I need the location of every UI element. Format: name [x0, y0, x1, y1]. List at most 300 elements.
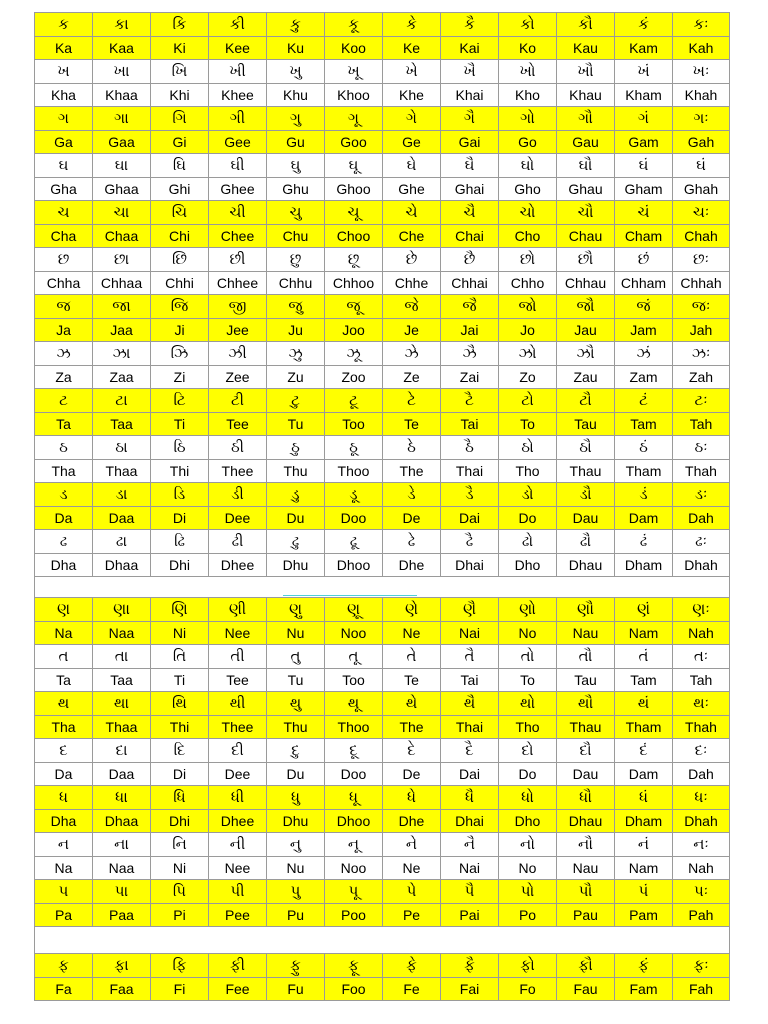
gujarati-glyph-cell: તૈ — [440, 644, 498, 668]
gujarati-glyph-cell: દી — [208, 738, 266, 762]
gujarati-glyph-cell: દે — [382, 738, 440, 762]
gujarati-glyph-row — [34, 879, 730, 903]
gujarati-glyph-cell: ણૌ — [556, 597, 614, 621]
transliteration-cell: Chi — [150, 224, 208, 248]
gujarati-glyph-cell: ઘિ — [150, 153, 208, 177]
gujarati-glyph-cell: ઘૂ — [324, 153, 382, 177]
gujarati-glyph-cell: ગં — [614, 106, 672, 130]
transliteration-cell: Gee — [208, 130, 266, 154]
transliteration-cell: Nah — [672, 621, 730, 645]
gujarati-glyph-cell: ટ — [34, 388, 92, 412]
gujarati-glyph-cell: ચં — [614, 200, 672, 224]
transliteration-cell: Fe — [382, 977, 440, 1001]
transliteration-cell: Kha — [34, 83, 92, 107]
transliteration-cell: Tam — [614, 668, 672, 692]
gujarati-glyph-cell: છુ — [266, 247, 324, 271]
gujarati-glyph-cell: ખઃ — [672, 59, 730, 83]
transliteration-cell: Gi — [150, 130, 208, 154]
gujarati-glyph-cell: ખ — [34, 59, 92, 83]
transliteration-cell: Jee — [208, 318, 266, 342]
gujarati-glyph-cell: ધૌ — [556, 785, 614, 809]
gujarati-glyph-cell: નઃ — [672, 832, 730, 856]
gujarati-glyph-cell: ઠી — [208, 435, 266, 459]
gujarati-glyph-row — [34, 597, 730, 621]
transliteration-cell: Doo — [324, 506, 382, 530]
gujarati-glyph-cell: છઃ — [672, 247, 730, 271]
transliteration-cell: Chu — [266, 224, 324, 248]
transliteration-cell: Dham — [614, 809, 672, 833]
transliteration-cell: Gai — [440, 130, 498, 154]
transliteration-row — [34, 668, 730, 692]
gujarati-glyph-cell: ક — [34, 12, 92, 36]
gujarati-glyph-cell: ઠા — [92, 435, 150, 459]
transliteration-cell: Dhai — [440, 809, 498, 833]
gujarati-glyph-cell: થા — [92, 691, 150, 715]
gujarati-glyph-cell: ધિ — [150, 785, 208, 809]
transliteration-cell: Jah — [672, 318, 730, 342]
gujarati-glyph-cell: દૈ — [440, 738, 498, 762]
transliteration-row — [34, 36, 730, 60]
transliteration-cell: Noo — [324, 621, 382, 645]
transliteration-cell: Zi — [150, 365, 208, 389]
gujarati-glyph-cell: જિ — [150, 294, 208, 318]
gujarati-glyph-cell: ઢૈ — [440, 529, 498, 553]
gujarati-glyph-cell: ઢો — [498, 529, 556, 553]
gujarati-glyph-cell: જુ — [266, 294, 324, 318]
transliteration-cell: Thi — [150, 715, 208, 739]
transliteration-cell: Khoo — [324, 83, 382, 107]
gujarati-glyph-cell: ફી — [208, 953, 266, 977]
transliteration-cell: Tham — [614, 715, 672, 739]
transliteration-cell: Ti — [150, 412, 208, 436]
transliteration-cell: Ghe — [382, 177, 440, 201]
gujarati-glyph-cell: ડઃ — [672, 482, 730, 506]
transliteration-cell: Thee — [208, 459, 266, 483]
gujarati-glyph-cell: ચ — [34, 200, 92, 224]
transliteration-cell: Dhau — [556, 809, 614, 833]
transliteration-cell: Dhe — [382, 809, 440, 833]
transliteration-cell: Du — [266, 506, 324, 530]
transliteration-cell: Zau — [556, 365, 614, 389]
transliteration-cell: Fai — [440, 977, 498, 1001]
gujarati-glyph-cell: ને — [382, 832, 440, 856]
gujarati-glyph-cell: દૌ — [556, 738, 614, 762]
transliteration-cell: Chhai — [440, 271, 498, 295]
gujarati-glyph-cell: દો — [498, 738, 556, 762]
transliteration-cell: Dhee — [208, 809, 266, 833]
transliteration-cell: Koo — [324, 36, 382, 60]
transliteration-cell: Cha — [34, 224, 92, 248]
gujarati-glyph-cell: ગે — [382, 106, 440, 130]
transliteration-cell: Chhah — [672, 271, 730, 295]
transliteration-cell: Dam — [614, 506, 672, 530]
gujarati-glyph-cell: કો — [498, 12, 556, 36]
gujarati-glyph-cell: ણી — [208, 597, 266, 621]
transliteration-cell: Fah — [672, 977, 730, 1001]
gujarati-glyph-cell: ડિ — [150, 482, 208, 506]
gujarati-glyph-cell: ફૌ — [556, 953, 614, 977]
gujarati-glyph-cell: ટા — [92, 388, 150, 412]
transliteration-cell: Tam — [614, 412, 672, 436]
gujarati-glyph-cell: નુ — [266, 832, 324, 856]
transliteration-cell: Chhee — [208, 271, 266, 295]
gujarati-glyph-cell: દં — [614, 738, 672, 762]
transliteration-row — [34, 553, 730, 577]
gujarati-glyph-cell: ઝૂ — [324, 341, 382, 365]
gujarati-glyph-cell: ધો — [498, 785, 556, 809]
transliteration-cell: Dhoo — [324, 809, 382, 833]
gujarati-glyph-cell: નૌ — [556, 832, 614, 856]
gujarati-glyph-cell: ના — [92, 832, 150, 856]
transliteration-cell: Dho — [498, 809, 556, 833]
transliteration-cell: Khe — [382, 83, 440, 107]
transliteration-cell: Gha — [34, 177, 92, 201]
gujarati-glyph-cell: ઢે — [382, 529, 440, 553]
gujarati-glyph-cell: જૌ — [556, 294, 614, 318]
gujarati-glyph-row — [34, 691, 730, 715]
transliteration-cell: Tau — [556, 668, 614, 692]
gujarati-glyph-cell: નૂ — [324, 832, 382, 856]
transliteration-cell: Pai — [440, 903, 498, 927]
transliteration-cell: Kaa — [92, 36, 150, 60]
gujarati-glyph-cell: કા — [92, 12, 150, 36]
gujarati-glyph-row — [34, 785, 730, 809]
transliteration-cell: De — [382, 762, 440, 786]
gujarati-glyph-cell: છ — [34, 247, 92, 271]
transliteration-cell: Tha — [34, 715, 92, 739]
transliteration-cell: Dhah — [672, 553, 730, 577]
gujarati-glyph-cell: ફૂ — [324, 953, 382, 977]
gujarati-glyph-cell: ગૈ — [440, 106, 498, 130]
gujarati-glyph-cell: ડા — [92, 482, 150, 506]
transliteration-cell: Ghaa — [92, 177, 150, 201]
gujarati-glyph-cell: ણિ — [150, 597, 208, 621]
gujarati-glyph-cell: થી — [208, 691, 266, 715]
gujarati-glyph-cell: જૈ — [440, 294, 498, 318]
transliteration-cell: Dai — [440, 762, 498, 786]
gujarati-glyph-cell: જા — [92, 294, 150, 318]
gujarati-glyph-cell: ઠે — [382, 435, 440, 459]
gujarati-glyph-cell: કં — [614, 12, 672, 36]
gujarati-glyph-cell: ટૌ — [556, 388, 614, 412]
gujarati-glyph-cell: ચઃ — [672, 200, 730, 224]
gujarati-glyph-row — [34, 12, 730, 36]
gujarati-glyph-cell: ગા — [92, 106, 150, 130]
gujarati-glyph-cell: ઠ — [34, 435, 92, 459]
gujarati-glyph-cell: ઝા — [92, 341, 150, 365]
gujarati-glyph-cell: ધુ — [266, 785, 324, 809]
transliteration-cell: Nau — [556, 621, 614, 645]
transliteration-cell: Thaa — [92, 715, 150, 739]
gujarati-glyph-cell: કૌ — [556, 12, 614, 36]
gujarati-glyph-cell: ખૌ — [556, 59, 614, 83]
gujarati-glyph-cell: નો — [498, 832, 556, 856]
gujarati-glyph-cell: થિ — [150, 691, 208, 715]
transliteration-cell: Tee — [208, 412, 266, 436]
transliteration-cell: Dhi — [150, 553, 208, 577]
transliteration-cell: Tham — [614, 459, 672, 483]
transliteration-cell: Dha — [34, 809, 92, 833]
gujarati-glyph-cell: જઃ — [672, 294, 730, 318]
gujarati-glyph-cell: ફુ — [266, 953, 324, 977]
transliteration-cell: Ge — [382, 130, 440, 154]
gujarati-glyph-cell: ખૈ — [440, 59, 498, 83]
gujarati-glyph-cell: જં — [614, 294, 672, 318]
gujarati-glyph-cell: ચિ — [150, 200, 208, 224]
gujarati-glyph-cell: પુ — [266, 879, 324, 903]
transliteration-cell: Too — [324, 668, 382, 692]
transliteration-cell: Ghai — [440, 177, 498, 201]
transliteration-cell: Tah — [672, 412, 730, 436]
gujarati-glyph-cell: થુ — [266, 691, 324, 715]
gujarati-glyph-cell: ફ — [34, 953, 92, 977]
gujarati-glyph-cell: દા — [92, 738, 150, 762]
transliteration-cell: Gah — [672, 130, 730, 154]
transliteration-cell: Chhu — [266, 271, 324, 295]
gujarati-glyph-cell: ગઃ — [672, 106, 730, 130]
transliteration-cell: Dhee — [208, 553, 266, 577]
transliteration-cell: Ne — [382, 621, 440, 645]
transliteration-row — [34, 318, 730, 342]
transliteration-cell: Ti — [150, 668, 208, 692]
gujarati-glyph-cell: જે — [382, 294, 440, 318]
transliteration-cell: Khi — [150, 83, 208, 107]
transliteration-cell: Dhu — [266, 809, 324, 833]
gujarati-glyph-cell: ઝં — [614, 341, 672, 365]
gujarati-glyph-cell: ઢી — [208, 529, 266, 553]
transliteration-row — [34, 459, 730, 483]
transliteration-row — [34, 977, 730, 1001]
transliteration-cell: Dhoo — [324, 553, 382, 577]
gujarati-glyph-cell: ડૌ — [556, 482, 614, 506]
transliteration-cell: Nam — [614, 856, 672, 880]
gujarati-glyph-row — [34, 106, 730, 130]
gujarati-glyph-cell: દઃ — [672, 738, 730, 762]
table-bottom-border — [34, 1000, 730, 1001]
gujarati-glyph-cell: ચૌ — [556, 200, 614, 224]
gujarati-glyph-cell: ટિ — [150, 388, 208, 412]
transliteration-cell: Nai — [440, 856, 498, 880]
transliteration-cell: Chham — [614, 271, 672, 295]
gujarati-glyph-cell: તૂ — [324, 644, 382, 668]
transliteration-cell: Khaa — [92, 83, 150, 107]
gujarati-glyph-cell: થૈ — [440, 691, 498, 715]
transliteration-cell: Gho — [498, 177, 556, 201]
transliteration-cell: Chai — [440, 224, 498, 248]
gujarati-glyph-cell: તૌ — [556, 644, 614, 668]
transliteration-cell: Dho — [498, 553, 556, 577]
transliteration-cell: Pah — [672, 903, 730, 927]
transliteration-cell: Gu — [266, 130, 324, 154]
gujarati-glyph-cell: ખં — [614, 59, 672, 83]
transliteration-cell: Thai — [440, 715, 498, 739]
transliteration-cell: Poo — [324, 903, 382, 927]
gujarati-glyph-cell: ટઃ — [672, 388, 730, 412]
gujarati-glyph-cell: તિ — [150, 644, 208, 668]
transliteration-cell: Ja — [34, 318, 92, 342]
transliteration-row — [34, 224, 730, 248]
transliteration-cell: Ne — [382, 856, 440, 880]
transliteration-cell: Chah — [672, 224, 730, 248]
gujarati-glyph-cell: છે — [382, 247, 440, 271]
transliteration-cell: Zee — [208, 365, 266, 389]
transliteration-cell: Thah — [672, 715, 730, 739]
transliteration-cell: Ghi — [150, 177, 208, 201]
gujarati-glyph-cell: ફં — [614, 953, 672, 977]
gujarati-glyph-cell: ઢિ — [150, 529, 208, 553]
gujarati-glyph-cell: થૌ — [556, 691, 614, 715]
transliteration-cell: Te — [382, 412, 440, 436]
gujarati-glyph-cell: તા — [92, 644, 150, 668]
transliteration-cell: Dai — [440, 506, 498, 530]
transliteration-cell: Zam — [614, 365, 672, 389]
transliteration-cell: Pam — [614, 903, 672, 927]
transliteration-cell: Ka — [34, 36, 92, 60]
transliteration-row — [34, 83, 730, 107]
gujarati-glyph-cell: ધે — [382, 785, 440, 809]
transliteration-cell: Thoo — [324, 459, 382, 483]
gujarati-glyph-cell: ઝઃ — [672, 341, 730, 365]
transliteration-cell: Naa — [92, 856, 150, 880]
gujarati-glyph-cell: ઢૂ — [324, 529, 382, 553]
gujarati-glyph-cell: ચો — [498, 200, 556, 224]
gujarati-glyph-cell: દૂ — [324, 738, 382, 762]
transliteration-cell: Chhi — [150, 271, 208, 295]
gujarati-glyph-cell: ઘ — [34, 153, 92, 177]
gujarati-glyph-cell: પઃ — [672, 879, 730, 903]
transliteration-cell: Khah — [672, 83, 730, 107]
transliteration-cell: Nai — [440, 621, 498, 645]
transliteration-row — [34, 856, 730, 880]
transliteration-cell: No — [498, 621, 556, 645]
transliteration-cell: Tai — [440, 668, 498, 692]
transliteration-cell: Fi — [150, 977, 208, 1001]
gujarati-glyph-cell: છં — [614, 247, 672, 271]
transliteration-row — [34, 177, 730, 201]
gujarati-glyph-cell: થઃ — [672, 691, 730, 715]
gujarati-glyph-cell: ફૈ — [440, 953, 498, 977]
gujarati-glyph-row — [34, 200, 730, 224]
gujarati-glyph-cell: છા — [92, 247, 150, 271]
transliteration-cell: Nam — [614, 621, 672, 645]
selection-underline — [283, 595, 417, 596]
gujarati-glyph-cell: ધઃ — [672, 785, 730, 809]
gujarati-glyph-cell: છિ — [150, 247, 208, 271]
transliteration-row — [34, 809, 730, 833]
gujarati-glyph-cell: ધા — [92, 785, 150, 809]
gujarati-glyph-cell: ઘા — [92, 153, 150, 177]
transliteration-cell: No — [498, 856, 556, 880]
gujarati-glyph-cell: ઝ — [34, 341, 92, 365]
gujarati-glyph-cell: ચે — [382, 200, 440, 224]
gujarati-glyph-cell: પૂ — [324, 879, 382, 903]
transliteration-cell: Dee — [208, 762, 266, 786]
gujarati-glyph-cell: નિ — [150, 832, 208, 856]
transliteration-cell: Chau — [556, 224, 614, 248]
gujarati-glyph-cell: ગૌ — [556, 106, 614, 130]
transliteration-cell: Chee — [208, 224, 266, 248]
transliteration-cell: Da — [34, 762, 92, 786]
gujarati-glyph-cell: જી — [208, 294, 266, 318]
gujarati-glyph-cell: ઝુ — [266, 341, 324, 365]
transliteration-cell: Kai — [440, 36, 498, 60]
gujarati-glyph-cell: ણં — [614, 597, 672, 621]
transliteration-cell: Nu — [266, 621, 324, 645]
gujarati-barakhadi-table — [34, 12, 730, 1001]
gujarati-glyph-cell: ટી — [208, 388, 266, 412]
transliteration-cell: Je — [382, 318, 440, 342]
transliteration-cell: Zo — [498, 365, 556, 389]
transliteration-cell: Che — [382, 224, 440, 248]
transliteration-cell: Thi — [150, 459, 208, 483]
transliteration-cell: Tu — [266, 668, 324, 692]
gujarati-glyph-cell: ફઃ — [672, 953, 730, 977]
gujarati-glyph-cell: ત — [34, 644, 92, 668]
gujarati-glyph-row — [34, 59, 730, 83]
transliteration-cell: Ta — [34, 668, 92, 692]
transliteration-cell: Foo — [324, 977, 382, 1001]
transliteration-cell: Jam — [614, 318, 672, 342]
transliteration-cell: Do — [498, 762, 556, 786]
gujarati-glyph-row — [34, 738, 730, 762]
gujarati-glyph-cell: ઢા — [92, 529, 150, 553]
transliteration-row — [34, 365, 730, 389]
transliteration-cell: Fau — [556, 977, 614, 1001]
gujarati-glyph-cell: ઢૌ — [556, 529, 614, 553]
gujarati-glyph-cell: ડ — [34, 482, 92, 506]
gujarati-glyph-cell: ઘુ — [266, 153, 324, 177]
blank-spacer-row — [34, 926, 730, 953]
gujarati-glyph-cell: દિ — [150, 738, 208, 762]
gujarati-glyph-cell: પૌ — [556, 879, 614, 903]
transliteration-cell: Ke — [382, 36, 440, 60]
gujarati-glyph-cell: નં — [614, 832, 672, 856]
gujarati-glyph-cell: ગૂ — [324, 106, 382, 130]
transliteration-cell: Taa — [92, 412, 150, 436]
gujarati-glyph-cell: છો — [498, 247, 556, 271]
transliteration-cell: Dhah — [672, 809, 730, 833]
transliteration-cell: Tai — [440, 412, 498, 436]
transliteration-cell: Kho — [498, 83, 556, 107]
transliteration-cell: Thah — [672, 459, 730, 483]
gujarati-glyph-cell: ગ — [34, 106, 92, 130]
transliteration-cell: Too — [324, 412, 382, 436]
gujarati-glyph-cell: ન — [34, 832, 92, 856]
transliteration-row — [34, 412, 730, 436]
gujarati-glyph-cell: ટુ — [266, 388, 324, 412]
gujarati-glyph-cell: દુ — [266, 738, 324, 762]
transliteration-cell: Khau — [556, 83, 614, 107]
transliteration-cell: Dee — [208, 506, 266, 530]
transliteration-cell: Di — [150, 762, 208, 786]
transliteration-row — [34, 762, 730, 786]
gujarati-glyph-cell: ધં — [614, 785, 672, 809]
transliteration-row — [34, 621, 730, 645]
gujarati-glyph-cell: ઝૈ — [440, 341, 498, 365]
gujarati-glyph-cell: ણૂ — [324, 597, 382, 621]
gujarati-glyph-cell: ખે — [382, 59, 440, 83]
gujarati-glyph-cell: ચી — [208, 200, 266, 224]
gujarati-glyph-row — [34, 953, 730, 977]
gujarati-glyph-cell: પી — [208, 879, 266, 903]
transliteration-cell: The — [382, 715, 440, 739]
transliteration-cell: Da — [34, 506, 92, 530]
transliteration-cell: The — [382, 459, 440, 483]
transliteration-cell: Thu — [266, 715, 324, 739]
gujarati-glyph-cell: પો — [498, 879, 556, 903]
transliteration-cell: Paa — [92, 903, 150, 927]
gujarati-glyph-cell: પા — [92, 879, 150, 903]
